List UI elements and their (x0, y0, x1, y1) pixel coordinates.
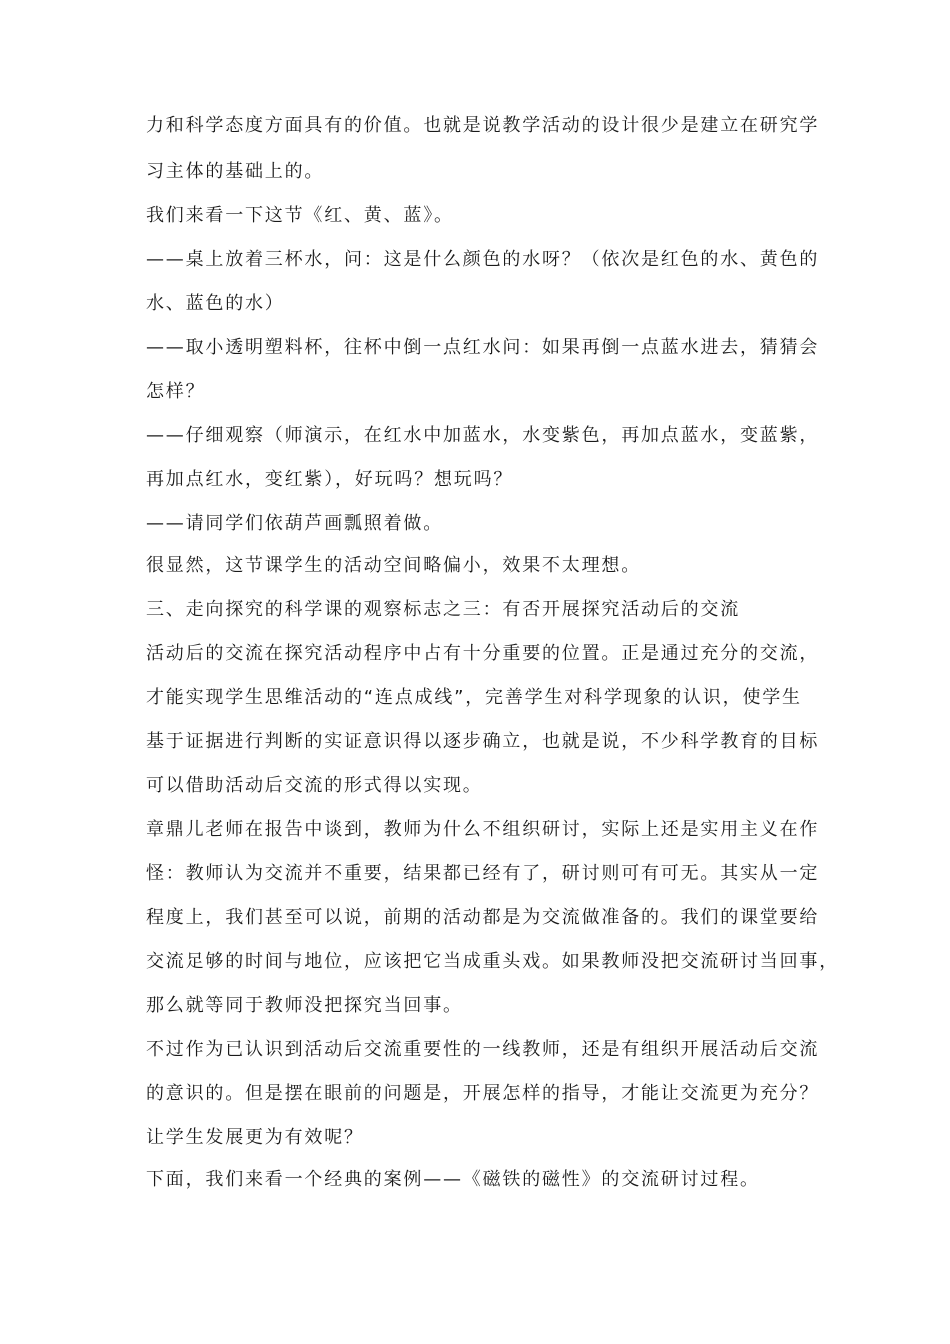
text-line: 力和科学态度方面具有的价值。也就是说教学活动的设计很少是建立在研究学 (146, 115, 820, 136)
text-line: 怪：教师认为交流并不重要，结果都已经有了，研讨则可有可无。其实从一定 (146, 863, 820, 884)
text-line: 可以借助活动后交流的形式得以实现。 (146, 775, 483, 796)
text-line: 我们来看一下这节《红、黄、蓝》。 (146, 205, 454, 226)
text-line: 基于证据进行判断的实证意识得以逐步确立，也就是说，不少科学教育的目标 (146, 731, 820, 752)
text-line: 的意识的。但是摆在眼前的问题是，开展怎样的指导，才能让交流更为充分？ (146, 1083, 820, 1104)
text-line: 下面，我们来看一个经典的案例——《磁铁的磁性》的交流研讨过程。 (146, 1169, 760, 1190)
text-line: 习主体的基础上的。 (146, 161, 325, 182)
text-line: 很显然，这节课学生的活动空间略偏小，效果不太理想。 (146, 555, 641, 576)
text-line: 不过作为已认识到活动后交流重要性的一线教师，还是有组织开展活动后交流 (146, 1039, 820, 1060)
text-line: 章鼎儿老师在报告中谈到，教师为什么不组织研讨，实际上还是实用主义在作 (146, 819, 820, 840)
text-line: 程度上，我们甚至可以说，前期的活动都是为交流做准备的。我们的课堂要给 (146, 907, 820, 928)
text-line: 才能实现学生思维活动的“连点成线”，完善学生对科学现象的认识，使学生 (146, 687, 802, 708)
text-line: 那么就等同于教师没把探究当回事。 (146, 995, 463, 1016)
section-heading: 三、走向探究的科学课的观察标志之三：有否开展探究活动后的交流 (146, 599, 740, 620)
text-line: 活动后的交流在探究活动程序中占有十分重要的位置。正是通过充分的交流， (146, 643, 820, 664)
text-line: 水、蓝色的水） (146, 293, 285, 314)
text-line: 怎样？ (146, 381, 206, 402)
text-line: 再加点红水，变红紫），好玩吗？想玩吗？ (146, 469, 514, 490)
text-line: ——仔细观察（师演示，在红水中加蓝水，水变紫色，再加点蓝水，变蓝紫， (146, 425, 820, 446)
text-line: 交流足够的时间与地位，应该把它当成重头戏。如果教师没把交流研讨当回事， (146, 951, 839, 972)
text-line: ——取小透明塑料杯，往杯中倒一点红水问：如果再倒一点蓝水进去，猜猜会 (146, 337, 820, 358)
text-line: 让学生发展更为有效呢？ (146, 1127, 364, 1148)
text-line: ——请同学们依葫芦画瓢照着做。 (146, 513, 443, 534)
text-line: ——桌上放着三杯水，问：这是什么颜色的水呀？（依次是红色的水、黄色的 (146, 249, 820, 270)
